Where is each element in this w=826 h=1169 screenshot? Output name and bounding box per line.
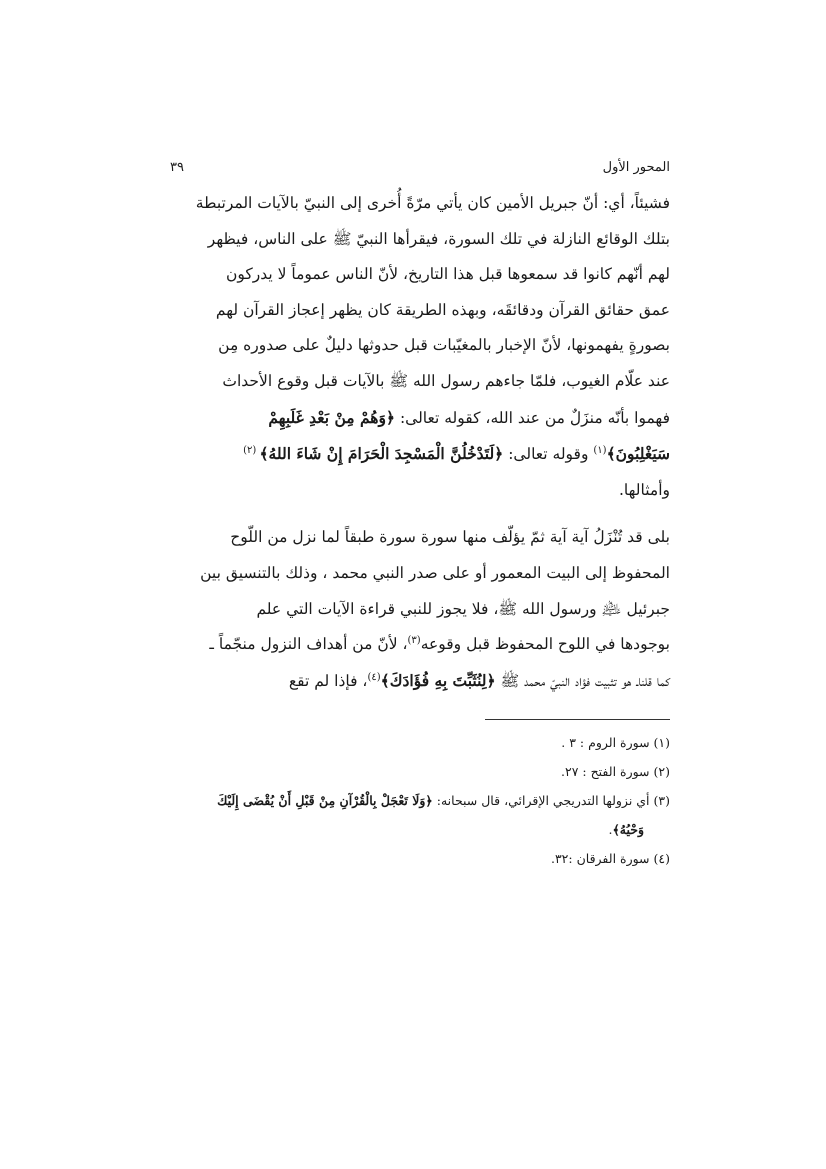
quran-verse: ﴿وَلَا تَعْجَلْ بِالْقُرْآنِ مِنْ قَبْلِ أَنْ يُقْضَى إِلَيْكَ: [217, 793, 433, 809]
footnote-3-continued: [170, 815, 670, 844]
text-line: عمق حقائق القرآن ودقائقَه، وبهذه الطريقة كان يظهر إعجاز القرآن لهم: [215, 300, 670, 319]
text-run: ، فإذا لم تقع: [288, 671, 368, 690]
footnote-3: [170, 786, 670, 815]
text-line: بتلك الوقائع النازلة في تلك السورة، فيقرأها النبيّ ﷺ على الناس، فيظهر: [207, 229, 670, 248]
text-line: [170, 627, 670, 663]
footnote-2: (٢) سورة الفتح : ٢٧.: [561, 764, 670, 780]
footnote-divider: [485, 719, 670, 720]
footnote-ref: (٢): [243, 445, 260, 456]
book-page: [170, 160, 670, 873]
footnote-ref: (٣): [407, 634, 421, 646]
text-run: ، لأنّ من أهداف النزول منجّماً ـ: [209, 635, 408, 654]
text-run: وقوله تعالى:: [503, 445, 594, 464]
footnote-ref: (٤): [367, 671, 381, 683]
text-line: المحفوظ إلى البيت المعمور أو على صدر النبي محمد ، وذلك بالتنسيق بين: [200, 563, 670, 582]
text-line: فشيئاً، أي: أنّ جبريل الأمين كان يأتي مرّةً أُخرى إلى النبيّ بالآيات المرتبطة: [195, 194, 670, 212]
quran-verse: سَيَغْلِبُونَ﴾: [606, 444, 670, 464]
text-line: [170, 663, 670, 700]
text-line: [170, 400, 670, 437]
page-number: ٣٩: [170, 160, 184, 175]
footnotes: [170, 728, 670, 873]
footnote-ref: (١): [593, 445, 607, 456]
body-text: [170, 186, 670, 699]
quran-verse: وَحْيُهُ﴾: [612, 822, 644, 838]
quran-verse: ﴿لَتَدْخُلُنَّ الْمَسْجِدَ الْحَرَامَ إِنْ شَاءَ اللهُ﴾: [259, 444, 504, 464]
text-run: بوجودها في اللوح المحفوظ قبل وقوعه: [420, 635, 670, 654]
running-head: [170, 160, 670, 180]
footnote-4: (٤) سورة الفرقان :٣٢.: [550, 851, 670, 867]
chapter-title: المحور الأول: [602, 160, 670, 175]
text-line: جبرئيل ﵇ ورسول الله ﷺ، فلا يجوز للنبي قراءة الآيات التي علم: [256, 599, 670, 618]
footnote-text: .: [608, 822, 613, 838]
quran-verse: ﴿لِنُثَبِّتَ بِهِ فُؤَادَكَ﴾: [380, 670, 496, 690]
text-line: وأمثالها.: [618, 480, 670, 499]
quran-verse: ﴿وَهُمْ مِنْ بَعْدِ غَلَبِهِمْ: [268, 407, 396, 427]
text-run: كما قلناـ هو تثبيت فؤاد النبيّ محمد ﷺ: [495, 671, 670, 690]
text-run: فهموا بأنّه منزَلٌ من عند الله، كقوله تعالى:: [395, 408, 670, 427]
footnote-1: (١) سورة الروم : ٣ .: [561, 735, 670, 751]
text-line: بلى قد تُنْزَلُ آية آية ثمّ يؤلّف منها سورة سورة طبقاً لما نزل من اللّوح: [230, 528, 670, 547]
footnote-text: (٣) أي نزولها التدريجي الإقرائي، قال سبحانه:: [432, 793, 670, 809]
text-line: لهم أنّهم كانوا قد سمعوها قبل هذا التاريخ، لأنّ الناس عموماً لا يدركون: [225, 265, 670, 284]
text-line: عند علّام الغيوب، فلمّا جاءهم رسول الله ﷺ بالآيات قبل وقوع الأحداث: [222, 371, 670, 390]
text-line: [170, 436, 670, 473]
text-line: بصورةٍ يفهمونها، لأنّ الإخبار بالمغيّبات قبل حدوثها دليلٌ على صدوره مِن: [218, 336, 670, 355]
